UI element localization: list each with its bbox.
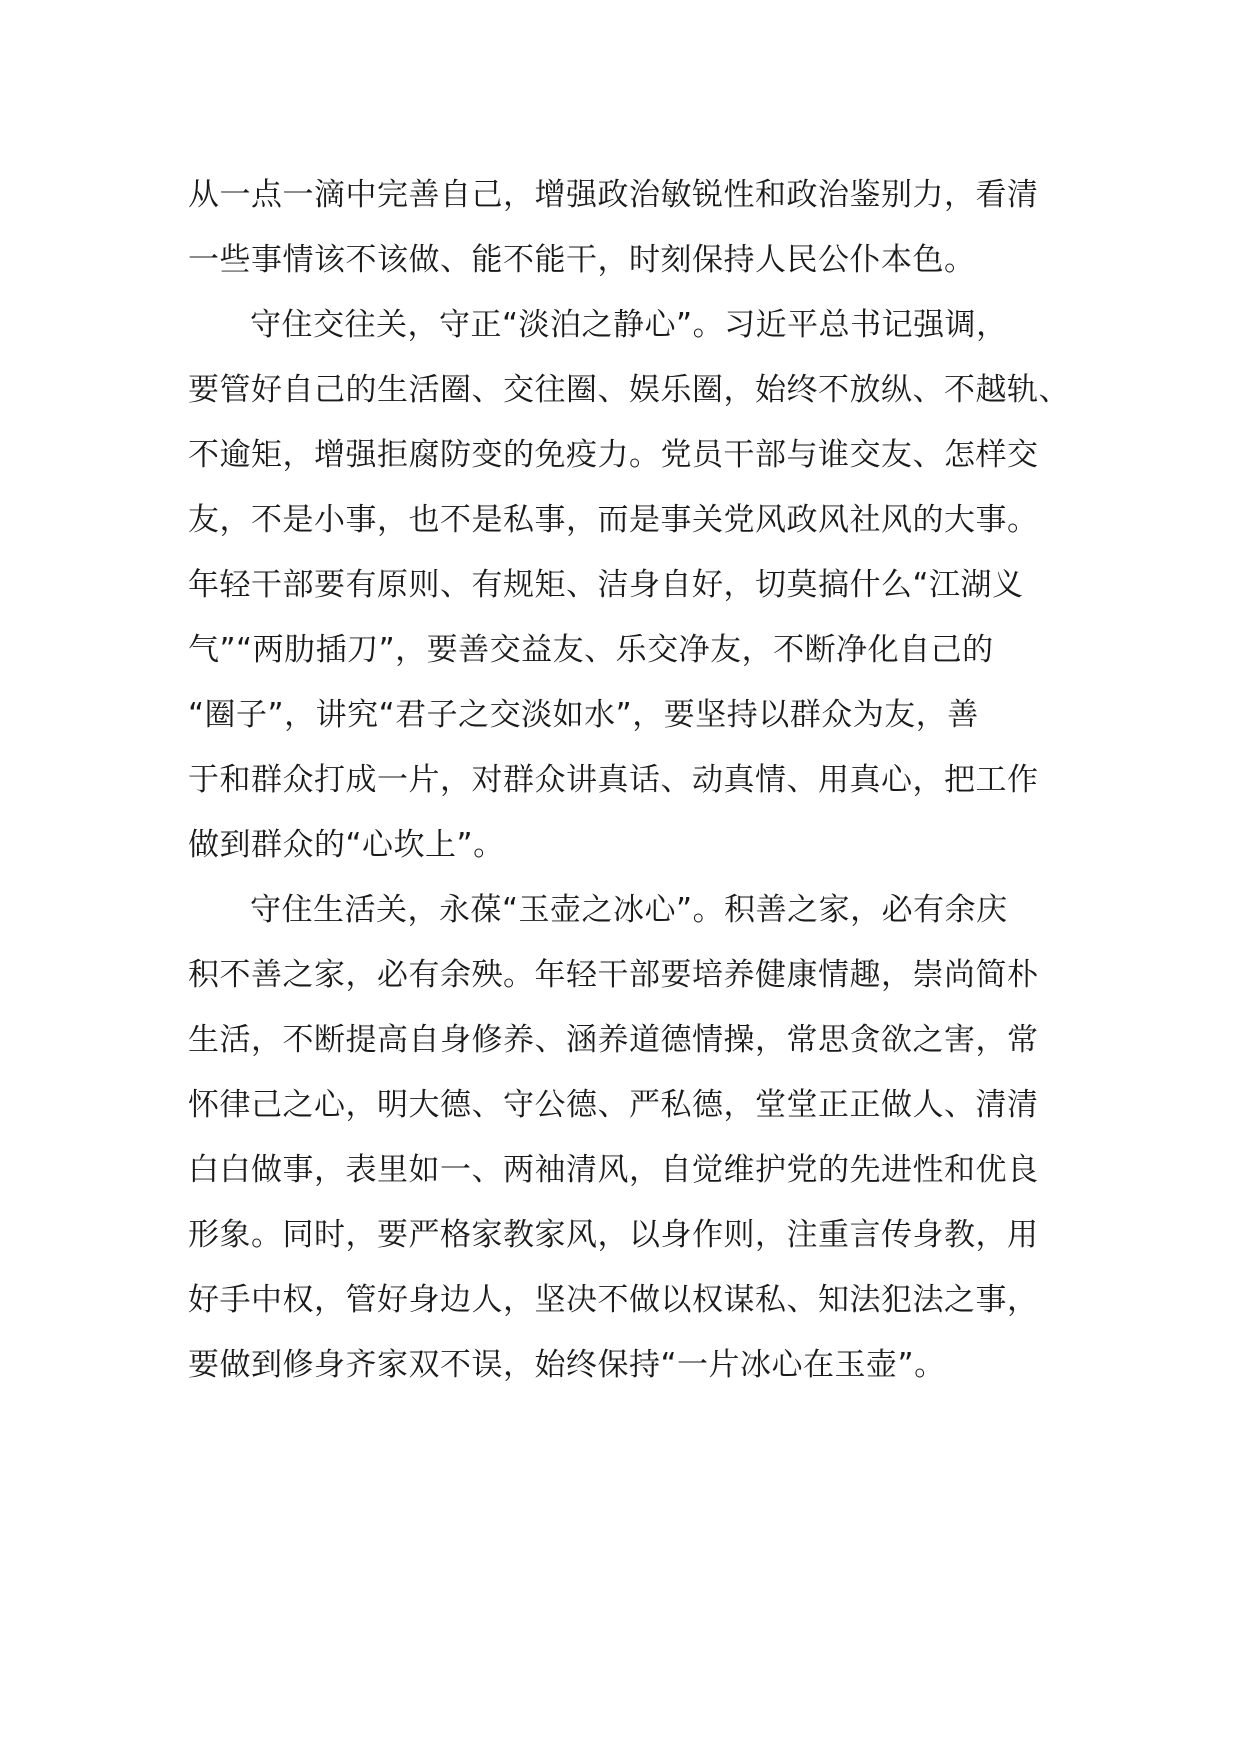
text-line: 生活，不断提高自身修养、涵养道德情操，常思贪欲之害，常 [188, 1022, 1039, 1058]
text-line: 要管好自己的生活圈、交往圈、娱乐圈，始终不放纵、不越轨、 [188, 372, 1070, 408]
text-line: 白白做事，表里如一、两袖清风，自觉维护党的先进性和优良 [188, 1152, 1039, 1188]
text-line: “圈子”，讲究“君子之交淡如水”，要坚持以群众为友，善 [188, 697, 979, 733]
text-line: 好手中权，管好身边人，坚决不做以权谋私、知法犯法之事， [188, 1282, 1039, 1318]
text-line: 友，不是小事，也不是私事，而是事关党风政风社风的大事。 [188, 502, 1039, 538]
paragraph-start-line: 守住生活关，永葆“玉壶之冰心”。积善之家，必有余庆 [250, 892, 1008, 928]
paragraph-start-line: 守住交往关，守正“淡泊之静心”。习近平总书记强调， [250, 307, 1008, 343]
text-line: 从一点一滴中完善自己，增强政治敏锐性和政治鉴别力，看清 [188, 177, 1039, 213]
text-line: 于和群众打成一片，对群众讲真话、动真情、用真心，把工作 [188, 762, 1039, 798]
text-line: 要做到修身齐家双不误，始终保持“一片冰心在玉壶”。 [188, 1347, 946, 1383]
text-line: 怀律己之心，明大德、守公德、严私德，堂堂正正做人、清清 [188, 1087, 1039, 1123]
body-text [188, 163, 1088, 1398]
text-line: 形象。同时，要严格家教家风，以身作则，注重言传身教，用 [188, 1217, 1039, 1253]
text-line: 气”“两肋插刀”，要善交益友、乐交净友，不断净化自己的 [188, 632, 994, 668]
text-line: 年轻干部要有原则、有规矩、洁身自好，切莫搞什么“江湖义 [188, 567, 1024, 603]
text-line: 做到群众的“心坎上”。 [188, 827, 505, 863]
text-line: 一些事情该不该做、能不能干，时刻保持人民公仆本色。 [188, 242, 976, 278]
text-line: 不逾矩，增强拒腐防变的免疫力。党员干部与谁交友、怎样交 [188, 437, 1039, 473]
text-line: 积不善之家，必有余殃。年轻干部要培养健康情趣，崇尚简朴 [188, 957, 1039, 993]
